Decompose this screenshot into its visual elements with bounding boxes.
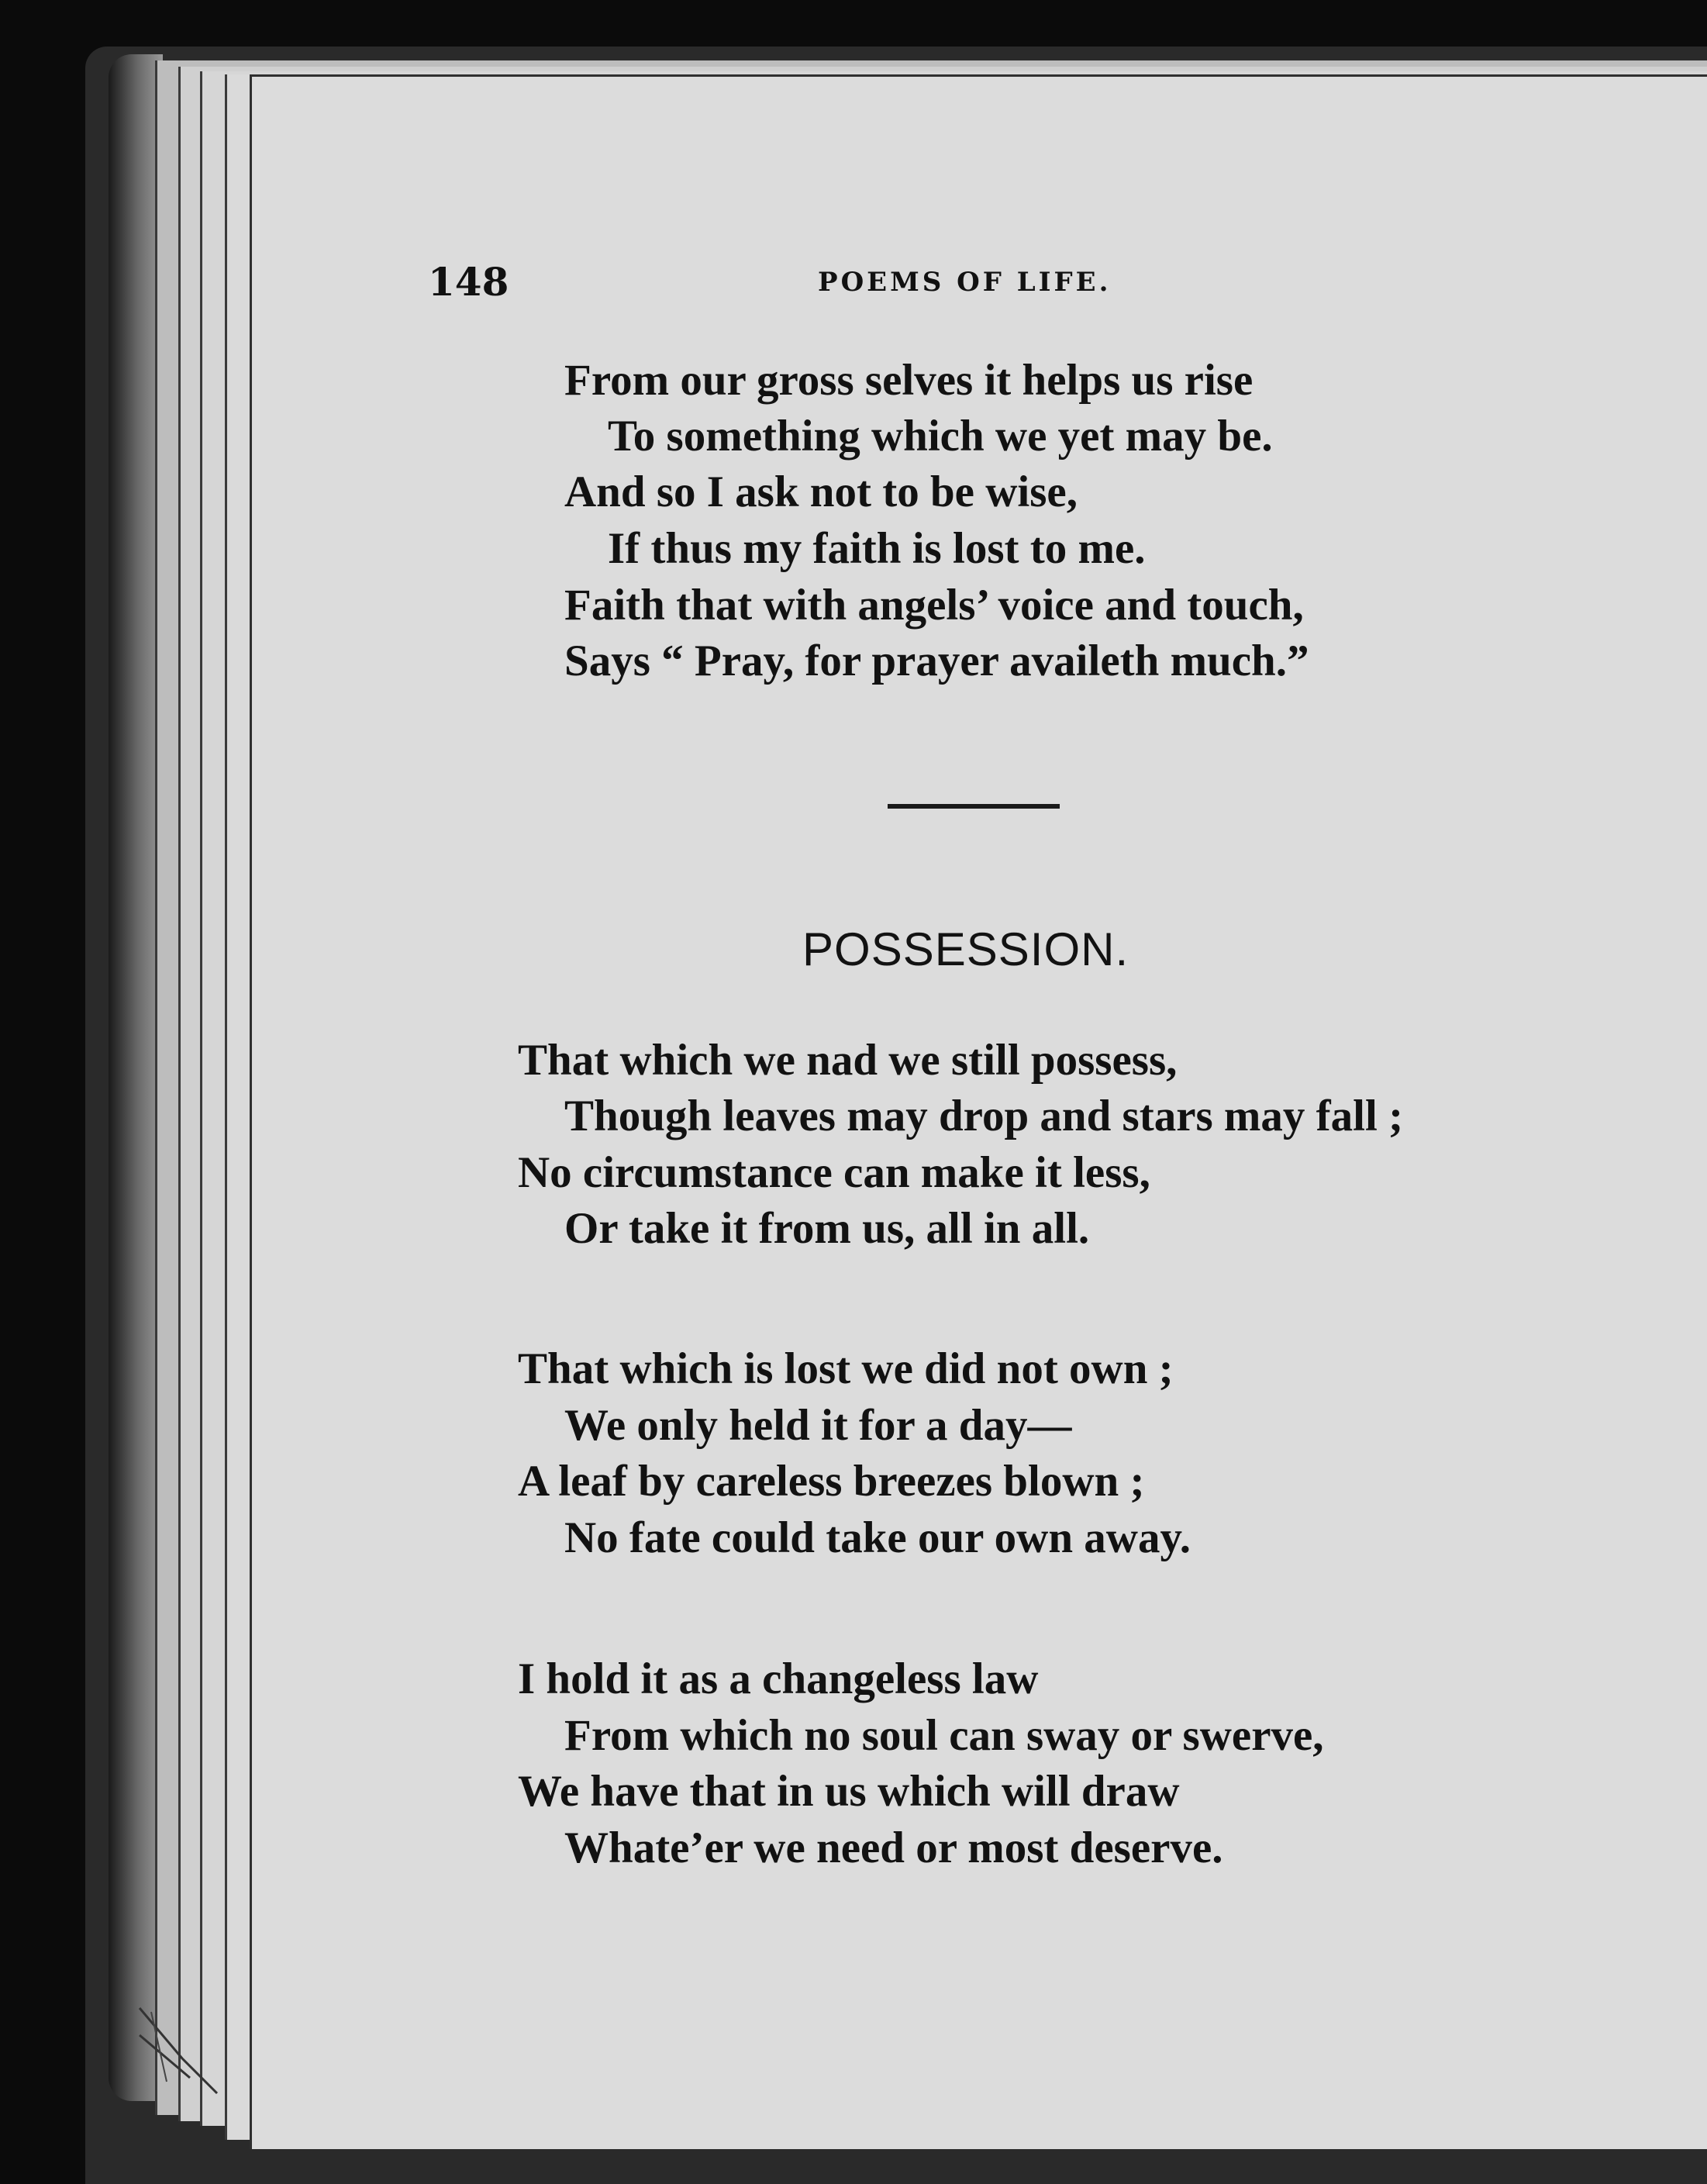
verse-line: We have that in us which will draw bbox=[518, 1767, 1180, 1816]
verse-line: No fate could take our own away. bbox=[564, 1513, 1191, 1562]
verse-line: We only held it for a day— bbox=[564, 1401, 1072, 1450]
verse-line: Says “ Pray, for prayer availeth much.” bbox=[564, 637, 1309, 685]
verse-line: Though leaves may drop and stars may fall ; bbox=[564, 1092, 1404, 1140]
verse-line: And so I ask not to be wise, bbox=[564, 468, 1078, 516]
verse-line: Or take it from us, all in all. bbox=[564, 1204, 1090, 1253]
verse-line: To something which we yet may be. bbox=[608, 412, 1273, 461]
folded-corner-graphic bbox=[136, 2004, 221, 2097]
running-title: POEMS OF LIFE. bbox=[818, 267, 1112, 298]
page-number: 148 bbox=[428, 259, 509, 305]
verse-line: Whate’er we need or most deserve. bbox=[564, 1823, 1223, 1872]
verse-line: Faith that with angels’ voice and touch, bbox=[564, 581, 1304, 630]
poem-title: POSSESSION. bbox=[802, 923, 1129, 975]
verse-line: That which we nad we still possess, bbox=[518, 1036, 1178, 1085]
verse-line: That which is lost we did not own ; bbox=[518, 1344, 1174, 1393]
verse-line: From our gross selves it helps us rise bbox=[564, 356, 1254, 405]
verse-line: From which no soul can sway or swerve, bbox=[564, 1711, 1324, 1760]
verse-line: A leaf by careless breezes blown ; bbox=[518, 1457, 1145, 1506]
verse-line: If thus my faith is lost to me. bbox=[608, 524, 1146, 573]
section-divider bbox=[888, 804, 1060, 809]
verse-line: No circumstance can make it less, bbox=[518, 1148, 1150, 1197]
verse-line: I hold it as a changeless law bbox=[518, 1654, 1039, 1703]
